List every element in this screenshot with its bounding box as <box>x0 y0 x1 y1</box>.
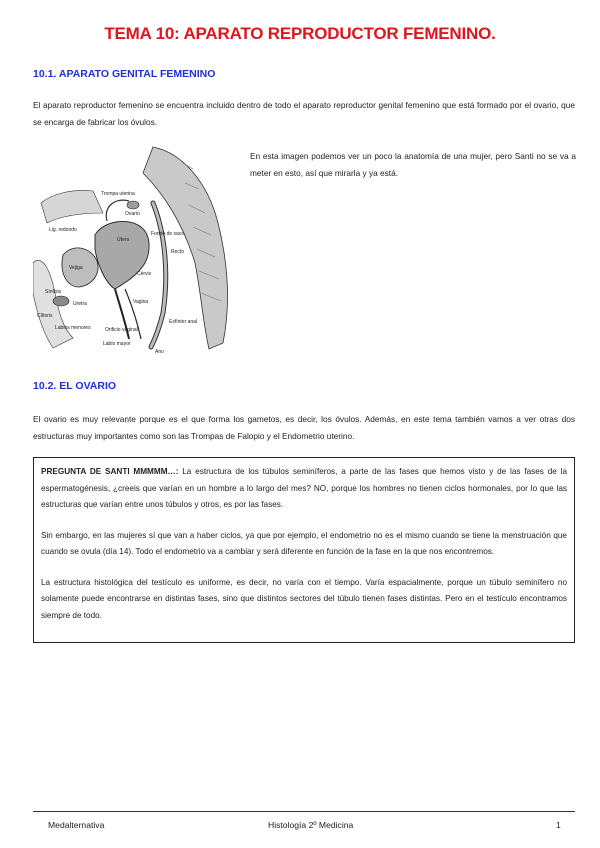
box-paragraph-1 <box>41 464 567 514</box>
figure-label: Vagina <box>133 299 149 305</box>
paragraph-ovario: El ovario es muy relevante porque es el que forma los gametos, es decir, los óvulos. Además, en este tema también vamos a ver otras dos estructuras muy importantes como son las Trompas de Falopio y el Endometrio uterino. <box>33 414 575 441</box>
figure-label: Ovario <box>125 211 140 217</box>
figure-label: Lig. redondo <box>49 227 77 233</box>
footer-left: Medalternativa <box>48 820 105 830</box>
paragraph-genital: El aparato reproductor femenino se encuentra incluido dentro de todo el aparato reproductor genital femenino que está formado por el ovario, que se encarga de fabricar los óvulos. <box>33 100 575 127</box>
figure-label: Ano <box>155 349 164 355</box>
footer-center: Histología 2º Medicina <box>268 820 354 830</box>
figure-label: Vejiga <box>69 265 83 271</box>
box-text-1: La estructura de los túbulos seminíferos, a parte de las fases que hemos visto y de las fases de la espermatogénesis, ¿creeis que varían en un hombre a lo largo del mes? NO, porque los hombres no tienen ciclos hormonales, por lo que las estructuras que varían entre unos túbulos y otros, es por las fases. <box>41 467 567 509</box>
question-box <box>33 457 575 643</box>
figure-label: Trompa uterina <box>101 191 135 197</box>
page-number: 1 <box>556 820 561 830</box>
box-paragraph-2: Sin embargo, en las mujeres sí que van a haber ciclos, ya que por ejemplo, el endometrio no es el mismo cuando se tiene la menstruación que cuando se ovula (día 14). Todo el endometrio va a cambiar y será diferente en función de la fase en la que nos encontremos. <box>41 530 567 556</box>
figure-label: Labio mayor <box>103 341 131 347</box>
footer-divider <box>33 811 575 812</box>
figure-label: Orificio vaginal <box>105 327 138 333</box>
figure-label: Esfínter anal <box>169 319 198 325</box>
figure-label: Labios menores <box>55 325 91 331</box>
figure-label: Cérvix <box>137 271 152 277</box>
page-title: TEMA 10: APARATO REPRODUCTOR FEMENINO. <box>104 24 496 43</box>
figure-label: Uretra <box>73 301 87 307</box>
figure-label: Útero <box>117 237 130 243</box>
anatomy-illustration <box>33 143 238 355</box>
box-lead: PREGUNTA DE SANTI MMMMM…: <box>41 467 179 476</box>
figure-label: Recto <box>171 249 185 255</box>
box-paragraph-3: La estructura histológica del testículo es uniforme, es decir, no varía con el tiempo. Varía espacialmente, porque un túbulo seminífero no solamente puede encontrarse en distintas fases, sino que distintos sectores del túbulo tienen fases distintas. Pero en el testículo encontramos siempre de todo. <box>41 577 567 620</box>
anatomy-figure <box>33 143 238 355</box>
section-heading-ovario: 10.2. EL OVARIO <box>33 380 117 392</box>
figure-label: Sínfisis <box>45 289 62 295</box>
figure-label: Fondo de saco <box>151 231 185 237</box>
section-heading-genital: 10.1. APARATO GENITAL FEMENINO <box>33 68 216 80</box>
figure-description: En esta imagen podemos ver un poco la anatomía de una mujer, pero Santi no se va a meter en esto, así que mirarla y ya está. <box>250 151 576 178</box>
figure-label: Clítoris <box>37 313 53 319</box>
